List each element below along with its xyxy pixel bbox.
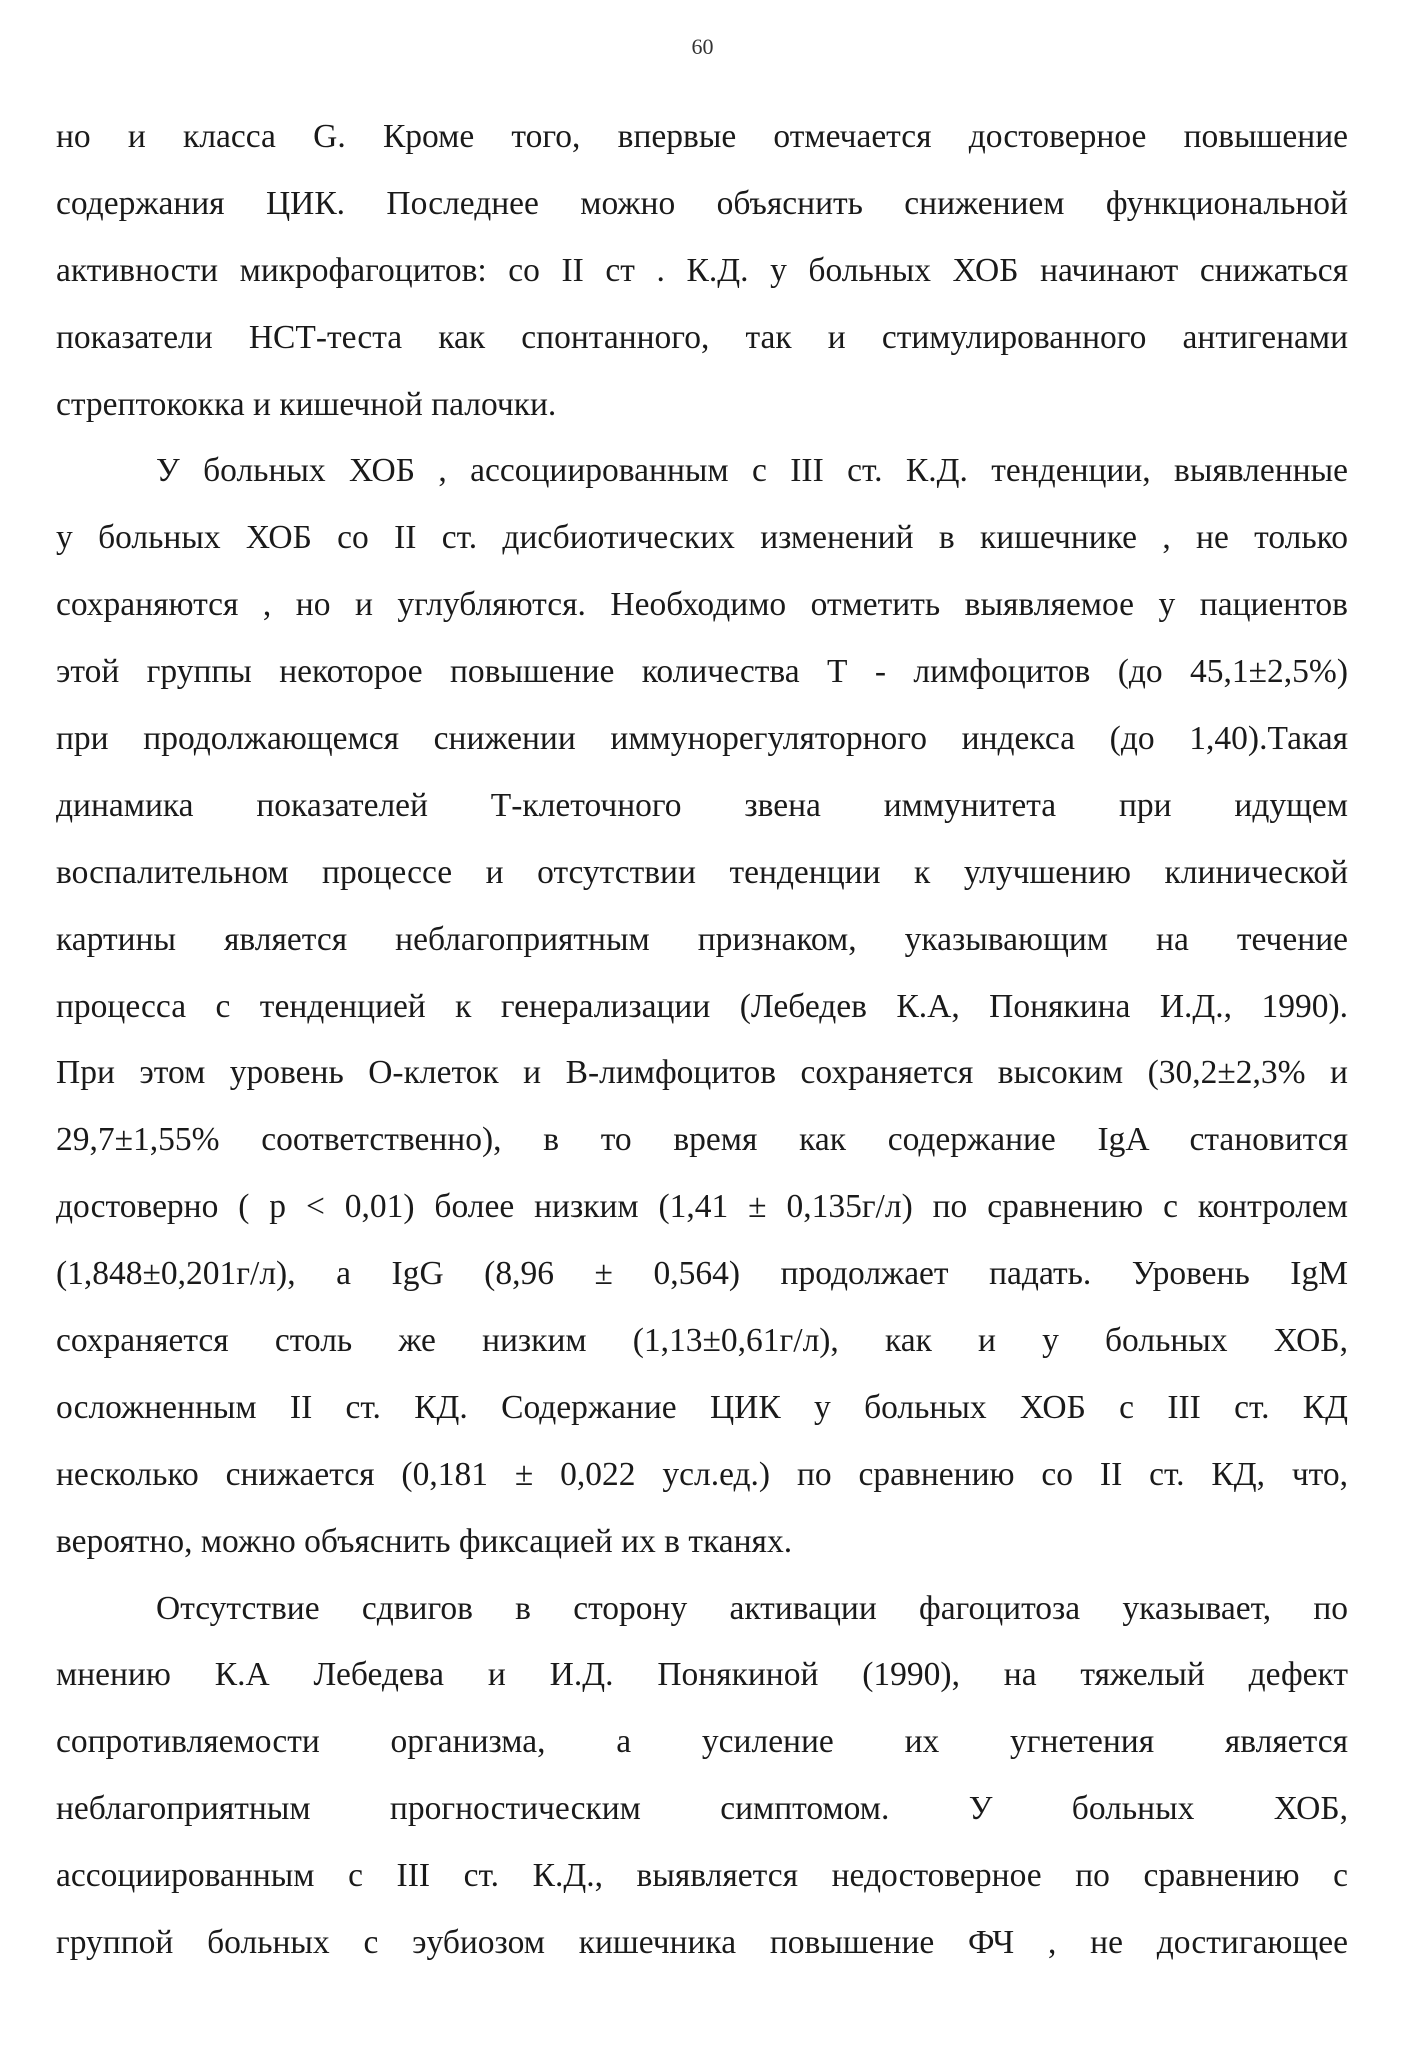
text-line: При этом уровень О-клеток и В-лимфоцитов сохраняется высоким (30,2±2,3% и: [56, 1054, 1348, 1092]
text-line: процесса с тенденцией к генерализации (Лебедев К.А, Понякина И.Д., 1990).: [56, 987, 1348, 1025]
text-line: несколько снижается (0,181 ± 0,022 усл.ед.) по сравнению со II ст. КД, что,: [56, 1455, 1348, 1493]
text-line: картины является неблагоприятным признаком, указывающим на течение: [56, 920, 1348, 958]
text-line: 29,7±1,55% соответственно), в то время как содержание IgA становится: [56, 1121, 1348, 1159]
text-line: группой больных с эубиозом кишечника повышение ФЧ , не достигающее: [56, 1924, 1348, 1962]
text-line: динамика показателей Т-клеточного звена иммунитета при идущем: [56, 786, 1348, 824]
text-line: содержания ЦИК. Последнее можно объяснить снижением функциональной: [56, 184, 1348, 222]
text-line: этой группы некоторое повышение количества Т - лимфоцитов (до 45,1±2,5%): [56, 653, 1348, 691]
text-line: сохраняется столь же низким (1,13±0,61г/л), как и у больных ХОБ,: [56, 1322, 1348, 1360]
text-line: активности микрофагоцитов: со II ст . К.Д. у больных ХОБ начинают снижаться: [56, 251, 1348, 289]
text-line: Отсутствие сдвигов в сторону активации фагоцитоза указывает, по: [156, 1589, 1348, 1627]
text-line: мнению К.А Лебедева и И.Д. Понякиной (1990), на тяжелый дефект: [56, 1656, 1348, 1694]
text-line: при продолжающемся снижении иммунорегуляторного индекса (до 1,40).Такая: [56, 720, 1348, 758]
text-line: вероятно, можно объяснить фиксацией их в тканях.: [56, 1522, 793, 1560]
body-text: [56, 104, 1348, 1977]
text-line: сопротивляемости организма, а усиление их угнетения является: [56, 1723, 1348, 1761]
text-line: (1,848±0,201г/л), а IgG (8,96 ± 0,564) продолжает падать. Уровень IgM: [56, 1255, 1348, 1293]
text-line: воспалительном процессе и отсутствии тенденции к улучшению клинической: [56, 853, 1348, 891]
text-line: неблагоприятным прогностическим симптомом. У больных ХОБ,: [56, 1790, 1348, 1828]
text-line: показатели НСТ-теста как спонтанного, так и стимулированного антигенами: [56, 318, 1348, 356]
text-line: но и класса G. Кроме того, впервые отмечается достоверное повышение: [56, 118, 1348, 155]
text-line: осложненным II ст. КД. Содержание ЦИК у больных ХОБ с III ст. КД: [56, 1388, 1348, 1426]
text-line: достоверно ( р < 0,01) более низким (1,41 ± 0,135г/л) по сравнению с контролем: [56, 1188, 1348, 1226]
text-line: сохраняются , но и углубляются. Необходимо отметить выявляемое у пациентов: [56, 586, 1348, 624]
text-line: стрептококка и кишечной палочки.: [56, 385, 557, 423]
text-line: ассоциированным с III ст. К.Д., выявляется недостоверное по сравнению с: [56, 1857, 1348, 1895]
page-number: 60: [691, 34, 714, 59]
text-line: у больных ХОБ со II ст. дисбиотических изменений в кишечнике , не только: [56, 519, 1348, 557]
text-line: У больных ХОБ , ассоциированным с III ст. К.Д. тенденции, выявленные: [156, 452, 1348, 490]
